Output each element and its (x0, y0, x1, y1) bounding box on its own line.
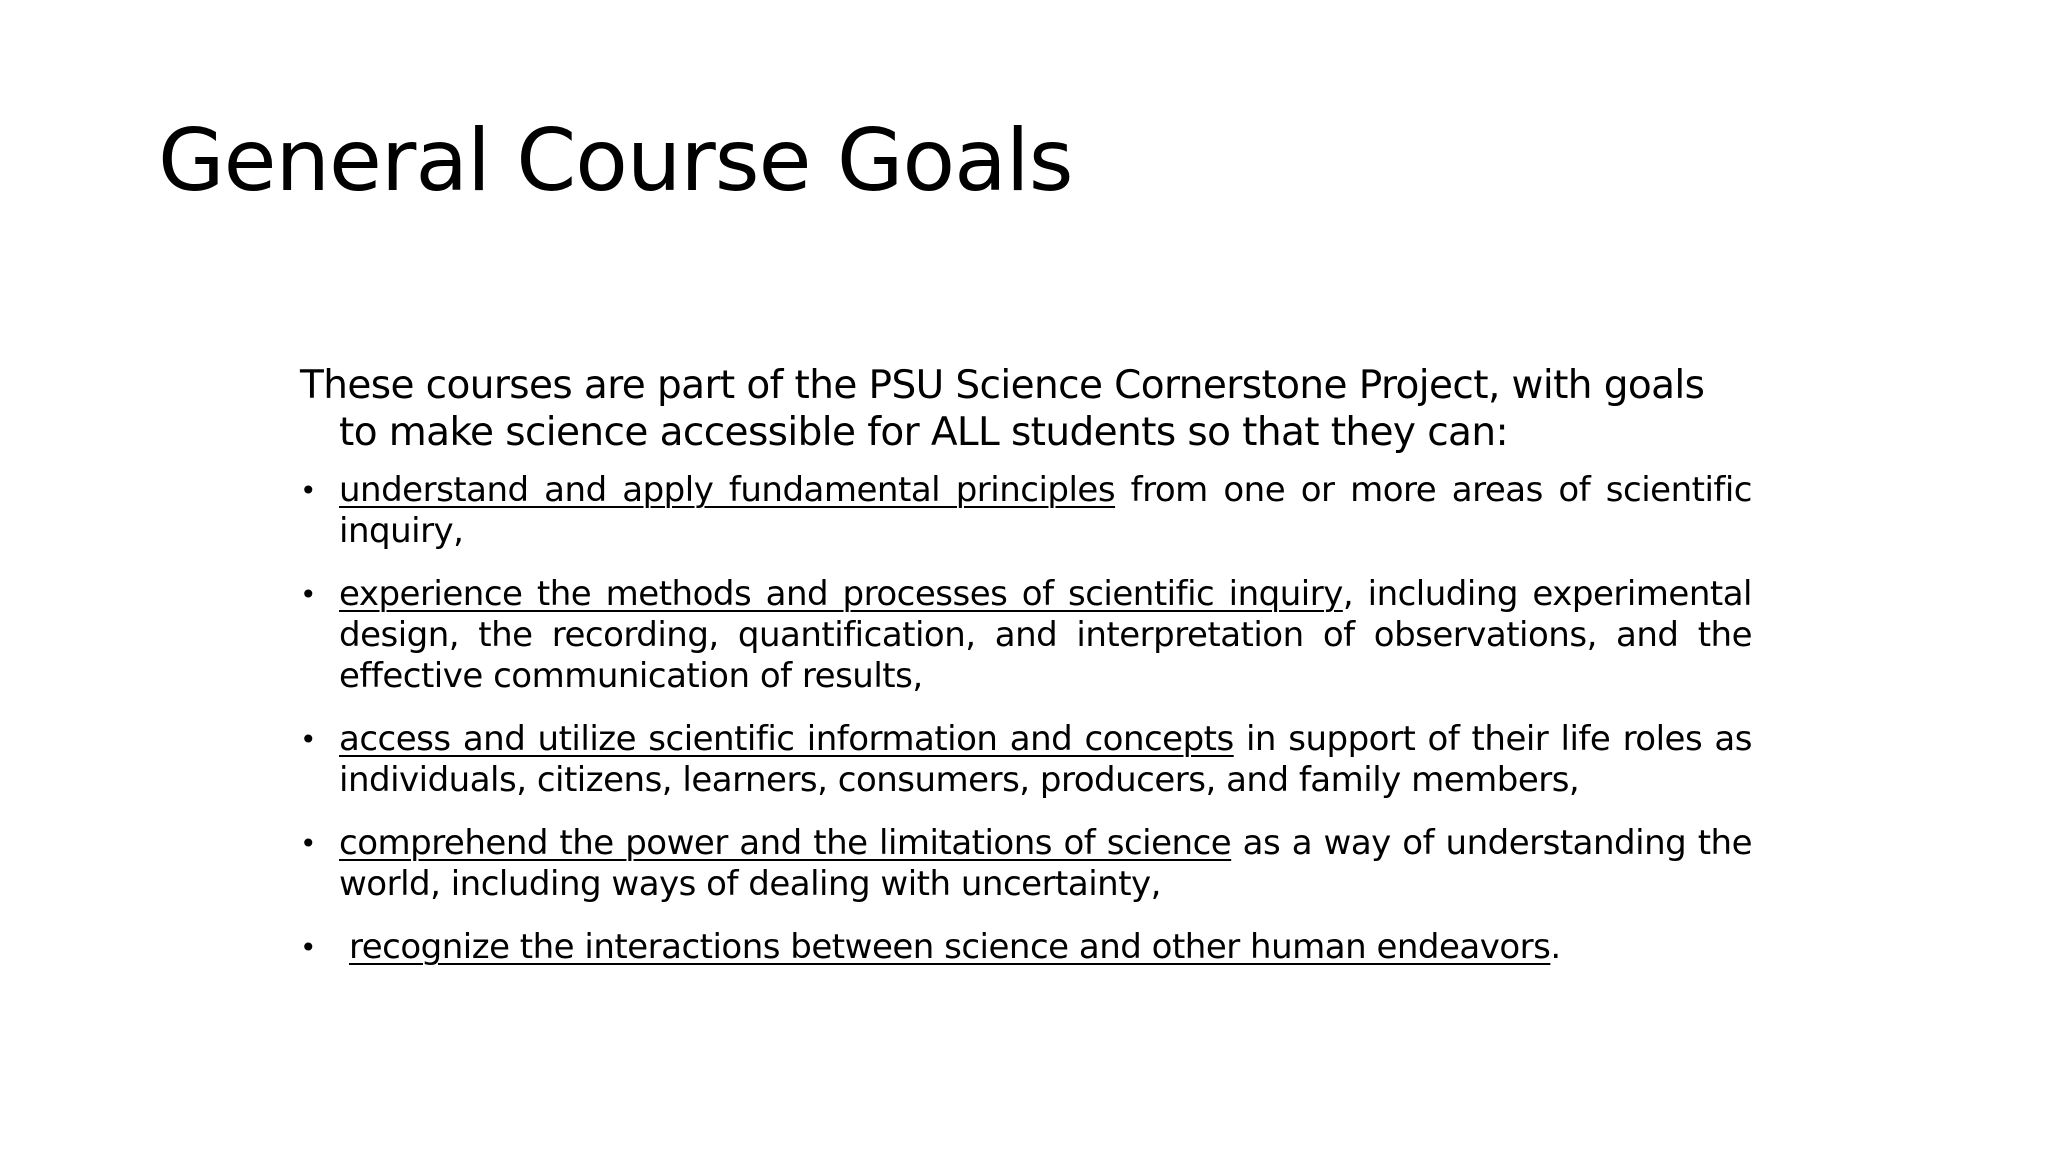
goal-text: , including experimental design, the recording, quantification, and interpretation of observations, and the effective communication of results, (339, 574, 1752, 696)
bullet-icon: • (300, 827, 317, 860)
bullet-icon: • (300, 723, 317, 756)
goal-item-understand (300, 470, 1752, 552)
goal-key-phrase: access and utilize scientific information and concepts (339, 719, 1234, 759)
goal-text: from one or more areas of scientific inquiry, (339, 470, 1752, 551)
goal-item-recognize (300, 927, 1752, 968)
bullet-icon: • (300, 931, 317, 964)
bullet-icon: • (300, 578, 317, 611)
goal-text: . (1550, 927, 1561, 967)
goal-item-experience (300, 574, 1752, 697)
intro-paragraph: These courses are part of the PSU Science Cornerstone Project, with goals to make science accessible for ALL students so that they can: (300, 363, 1705, 455)
slide-title: General Course Goals (158, 111, 1073, 211)
goals-list (300, 470, 1752, 968)
slide-body (300, 362, 1752, 990)
goal-text: in support of their life roles as individuals, citizens, learners, consumers, producers, and family members, (339, 719, 1752, 800)
goal-key-phrase: experience the methods and processes of scientific inquiry (339, 574, 1343, 614)
goal-text: as a way of understanding the world, including ways of dealing with uncertainty, (339, 823, 1752, 904)
goal-item-access (300, 719, 1752, 801)
goal-key-phrase: recognize the interactions between science and other human endeavors (349, 927, 1551, 967)
goal-item-comprehend (300, 823, 1752, 905)
goal-key-phrase: understand and apply fundamental principles (339, 470, 1116, 510)
bullet-icon: • (300, 474, 317, 507)
goal-key-phrase: comprehend the power and the limitations of science (339, 823, 1232, 863)
